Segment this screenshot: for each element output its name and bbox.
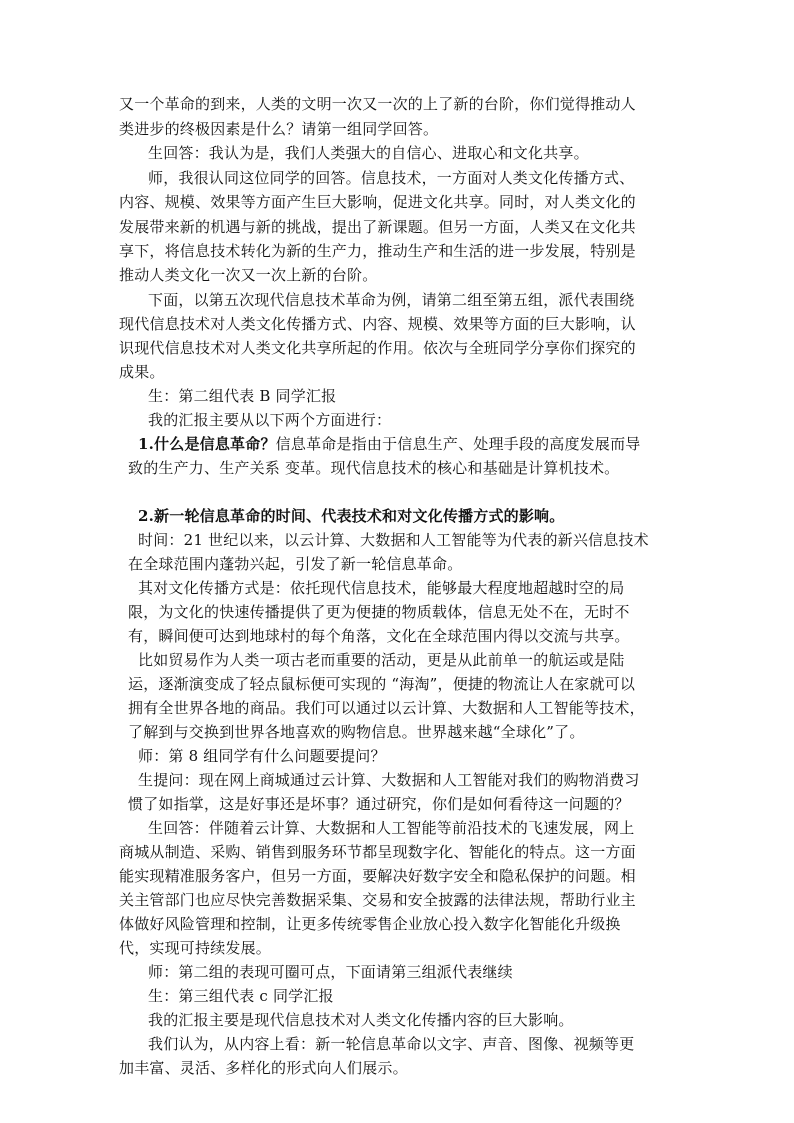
definition-line: [138, 434, 640, 454]
text-line: 内容、规模、效果等方面产生巨大影响，促进文化共享。同时，对人类文化的: [119, 193, 636, 211]
text-line: 加丰富、灵活、多样化的形式向人们展示。: [119, 1059, 408, 1077]
text-line: 限，为文化的快速传播提供了更为便捷的物质载体，信息无处不在，无时不: [128, 603, 630, 621]
text-line: 我的汇报主要从以下两个方面进行：: [148, 411, 392, 429]
section-heading: 1.什么是信息革命？: [138, 435, 276, 453]
text-line: 享下，将信息技术转化为新的生产力，推动生产和生活的进一步发展，特别是: [119, 242, 636, 260]
text-line: 我的汇报主要是现代信息技术对人类文化传播内容的巨大影响。: [148, 1011, 574, 1029]
text-line: 师：第二组的表现可圈可点，下面请第三组派代表继续: [148, 963, 513, 981]
text-line: 发展带来新的机遇与新的挑战，提出了新课题。但另一方面，人类又在文化共: [119, 218, 636, 236]
text-line: 生提问：现在网上商城通过云计算、大数据和人工智能对我们的购物消费习: [138, 771, 640, 789]
text-line: 体做好风险管理和控制，让更多传统零售企业放心投入数字化智能化升级换: [119, 915, 621, 933]
text-line: 生回答：伴随着云计算、大数据和人工智能等前沿技术的飞速发展，网上: [148, 819, 635, 837]
text-line: 致的生产力、生产关系 变革。现代信息技术的核心和基础是计算机技术。: [128, 459, 620, 477]
text-line: 师，我很认同这位同学的回答。信息技术，一方面对人类文化传播方式、: [148, 169, 635, 187]
text-line: 了解到与交换到世界各地喜欢的购物信息。世界越来越“全球化”了。: [128, 723, 585, 741]
text-line: 现代信息技术对人类文化传播方式、内容、规模、效果等方面的巨大影响，认: [119, 315, 636, 333]
text-line: 推动人类文化一次又一次上新的台阶。: [119, 266, 378, 284]
text-line: 在全球范围内蓬勃兴起，引发了新一轮信息革命。: [128, 555, 463, 573]
section-heading: 2.新一轮信息革命的时间、代表技术和对文化传播方式的影响。: [138, 507, 565, 525]
text-line: 时间：21 世纪以来，以云计算、大数据和人工智能等为代表的新兴信息技术: [138, 531, 649, 549]
text-line: 又一个革命的到来，人类的文明一次又一次的上了新的台阶，你们觉得推动人: [119, 95, 636, 113]
text-line: 生：第二组代表 B 同学汇报: [148, 387, 337, 405]
text-line: 比如贸易作为人类一项古老而重要的活动，更是从此前单一的航运或是陆: [138, 651, 625, 669]
text-line: 信息革命是指由于信息生产、处理手段的高度发展而导: [275, 435, 641, 453]
text-line: 下面，以第五次现代信息技术革命为例，请第二组至第五组，派代表围绕: [148, 291, 635, 309]
text-line: 其对文化传播方式是：依托现代信息技术，能够最大程度地超越时空的局: [138, 579, 625, 597]
text-line: 师：第 8 组同学有什么问题要提问？: [138, 747, 386, 765]
text-line: 代，实现可持续发展。: [119, 939, 272, 957]
text-line: 成果。: [119, 363, 165, 381]
text-line: 运，逐渐演变成了轻点鼠标便可实现的 “海淘”，便捷的物流让人在家就可以: [128, 675, 636, 693]
text-line: 有，瞬间便可达到地球村的每个角落，文化在全球范围内得以交流与共享。: [128, 627, 630, 645]
text-line: 生回答：我认为是，我们人类强大的自信心、进取心和文化共享。: [148, 144, 589, 162]
text-line: 能实现精准服务客户，但另一方面，要解决好数字安全和隐私保护的问题。相: [119, 867, 636, 885]
text-line: 商城从制造、采购、销售到服务环节都呈现数字化、智能化的特点。这一方面: [119, 843, 636, 861]
text-line: 关主管部门也应尽快完善数据采集、交易和安全披露的法律法规，帮助行业主: [119, 891, 636, 909]
text-line: 我们认为，从内容上看：新一轮信息革命以文字、声音、图像、视频等更: [148, 1035, 635, 1053]
text-line: 类进步的终极因素是什么？请第一组同学回答。: [119, 120, 439, 138]
text-line: 惯了如指掌，这是好事还是坏事？通过研究，你们是如何看待这一问题的？: [128, 795, 630, 813]
text-line: 拥有全世界各地的商品。我们可以通过以云计算、大数据和人工智能等技术，: [128, 699, 645, 717]
text-line: 生：第三组代表 c 同学汇报: [148, 987, 334, 1005]
text-line: 识现代信息技术对人类文化共享所起的作用。依次与全班同学分享你们探究的: [119, 339, 636, 357]
